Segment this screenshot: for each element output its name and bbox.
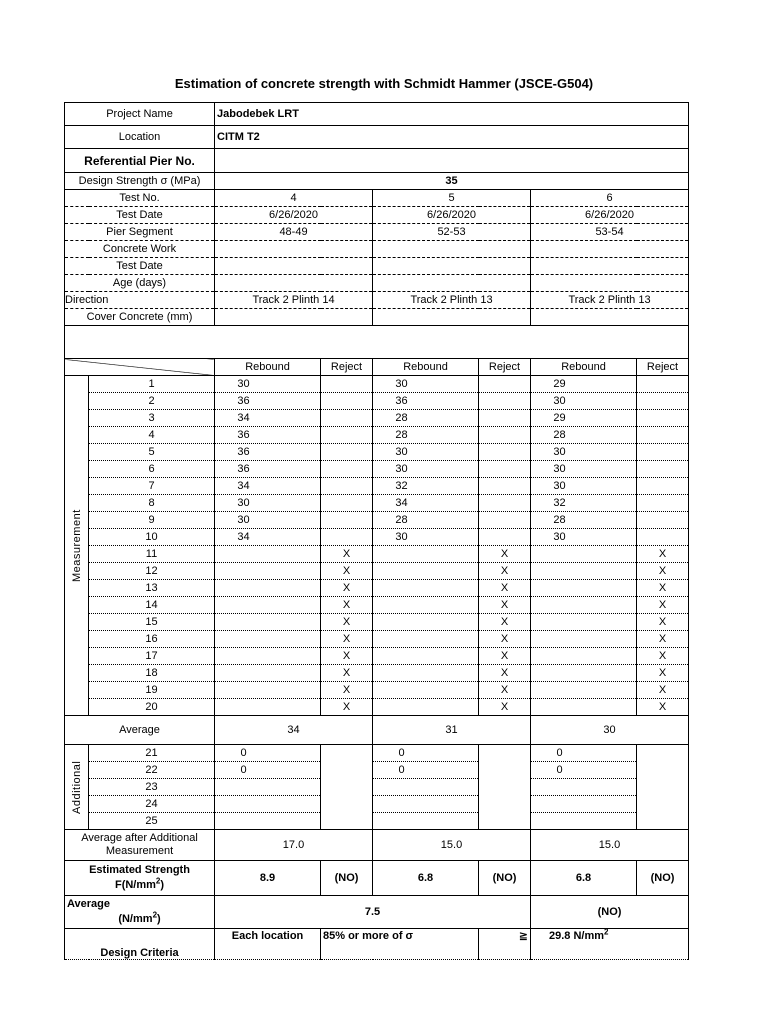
rebound-value: 30	[373, 376, 479, 393]
design-strength-label: Design Strength σ (MPa)	[65, 173, 215, 190]
rebound-header: Rebound	[531, 359, 637, 376]
rebound-value: 30	[531, 461, 637, 478]
rebound-value	[373, 648, 479, 665]
reject-mark: X	[479, 614, 531, 631]
additional-value: 0	[215, 762, 321, 779]
rebound-value: 30	[373, 444, 479, 461]
rebound-value	[531, 546, 637, 563]
measurement-number: 6	[89, 461, 215, 478]
avg-after-additional-value: 15.0	[373, 830, 531, 861]
reject-mark: X	[479, 648, 531, 665]
rebound-value: 32	[531, 495, 637, 512]
cover-cell	[373, 309, 531, 326]
measurement-number: 17	[89, 648, 215, 665]
reject-mark	[321, 461, 373, 478]
overall-average-title: Average	[67, 898, 111, 910]
reject-mark	[321, 410, 373, 427]
additional-value	[373, 813, 479, 830]
overall-average-label	[65, 896, 215, 929]
concrete-work-cell	[531, 241, 689, 258]
additional-reject-cell	[321, 745, 373, 830]
test-date-label: Test Date	[65, 207, 215, 224]
criteria-percent: 85% or more of σ	[321, 929, 479, 960]
additional-number: 21	[89, 745, 215, 762]
direction-label: Direction	[65, 292, 215, 309]
pier-segment-label: Pier Segment	[65, 224, 215, 241]
estimated-strength-value: 8.9	[215, 861, 321, 896]
unit-close: )	[160, 879, 165, 891]
rebound-value	[215, 546, 321, 563]
measurement-number: 9	[89, 512, 215, 529]
age-cell	[531, 275, 689, 292]
estimated-strength-value: 6.8	[531, 861, 637, 896]
rebound-value: 34	[373, 495, 479, 512]
additional-number: 22	[89, 762, 215, 779]
rebound-value: 28	[373, 512, 479, 529]
test-date-value: 6/26/2020	[531, 207, 689, 224]
measurement-number: 14	[89, 597, 215, 614]
reject-mark	[321, 393, 373, 410]
test-no-label: Test No.	[65, 190, 215, 207]
project-name-label: Project Name	[65, 103, 215, 126]
reject-mark	[479, 495, 531, 512]
measurement-number: 20	[89, 699, 215, 716]
reject-mark: X	[479, 682, 531, 699]
diagonal-header-cell	[65, 359, 215, 376]
reject-mark	[479, 410, 531, 427]
rebound-value	[215, 665, 321, 682]
rebound-value	[531, 665, 637, 682]
location-label: Location	[65, 126, 215, 149]
each-location-label: Each location	[215, 929, 321, 960]
reject-mark	[479, 512, 531, 529]
avg-after-additional-value: 17.0	[215, 830, 373, 861]
age-cell	[373, 275, 531, 292]
additional-value	[215, 813, 321, 830]
reject-mark: X	[321, 580, 373, 597]
unit-superscript: 2	[155, 876, 161, 886]
rebound-value: 30	[531, 529, 637, 546]
measurement-number: 10	[89, 529, 215, 546]
reject-mark	[637, 393, 689, 410]
reject-mark	[321, 478, 373, 495]
additional-group-label: Additional	[65, 745, 89, 830]
estimated-strength-unit	[67, 878, 212, 893]
rebound-value: 30	[215, 495, 321, 512]
test-date2-cell	[373, 258, 531, 275]
direction-value: Track 2 Plinth 14	[215, 292, 373, 309]
average-value: 34	[215, 716, 373, 745]
reject-mark	[479, 444, 531, 461]
rebound-value: 28	[531, 427, 637, 444]
rebound-value: 30	[215, 512, 321, 529]
measurement-number: 7	[89, 478, 215, 495]
rebound-value	[215, 631, 321, 648]
rebound-value	[373, 546, 479, 563]
reject-mark	[637, 512, 689, 529]
rebound-value: 30	[531, 393, 637, 410]
rebound-value	[531, 682, 637, 699]
reject-mark: X	[479, 563, 531, 580]
measurement-number: 1	[89, 376, 215, 393]
reject-mark	[321, 427, 373, 444]
rebound-value: 30	[215, 376, 321, 393]
concrete-work-cell	[215, 241, 373, 258]
reject-mark: X	[479, 580, 531, 597]
reject-mark	[637, 495, 689, 512]
reject-mark	[479, 529, 531, 546]
rebound-value: 30	[373, 461, 479, 478]
measurement-number: 15	[89, 614, 215, 631]
reject-mark	[321, 495, 373, 512]
rebound-value	[373, 597, 479, 614]
reject-mark	[479, 478, 531, 495]
rebound-value	[215, 648, 321, 665]
reject-mark: X	[637, 682, 689, 699]
additional-number: 23	[89, 779, 215, 796]
design-strength-value: 35	[215, 173, 689, 190]
location-value: CITM T2	[215, 126, 689, 149]
pier-segment-value: 53-54	[531, 224, 689, 241]
rebound-value	[373, 563, 479, 580]
additional-value: 0	[531, 762, 637, 779]
reject-mark: X	[479, 631, 531, 648]
reject-mark: X	[321, 699, 373, 716]
rebound-value	[373, 631, 479, 648]
measurement-number: 4	[89, 427, 215, 444]
rebound-header: Rebound	[373, 359, 479, 376]
rebound-value: 29	[531, 376, 637, 393]
criteria-value-text: 29.8 N/mm	[549, 930, 605, 942]
reject-mark: X	[479, 546, 531, 563]
reject-mark: X	[637, 614, 689, 631]
measurement-number: 11	[89, 546, 215, 563]
test-date-value: 6/26/2020	[215, 207, 373, 224]
overall-verdict: (NO)	[531, 896, 689, 929]
reject-mark	[637, 478, 689, 495]
rebound-value: 28	[531, 512, 637, 529]
additional-number: 25	[89, 813, 215, 830]
rebound-value: 28	[373, 410, 479, 427]
additional-value	[215, 796, 321, 813]
estimated-strength-label	[65, 861, 215, 896]
rebound-value: 30	[531, 478, 637, 495]
reject-mark: X	[637, 699, 689, 716]
rebound-value: 32	[373, 478, 479, 495]
reject-mark	[479, 427, 531, 444]
reject-mark	[479, 393, 531, 410]
reject-mark: X	[479, 597, 531, 614]
reject-mark: X	[637, 631, 689, 648]
reject-header: Reject	[321, 359, 373, 376]
reject-mark: X	[637, 597, 689, 614]
additional-value	[531, 796, 637, 813]
unit-superscript: 2	[152, 910, 158, 920]
cover-cell	[531, 309, 689, 326]
reject-header: Reject	[637, 359, 689, 376]
estimated-strength-title: Estimated Strength	[89, 864, 190, 876]
reject-mark	[637, 427, 689, 444]
rebound-value	[215, 682, 321, 699]
concrete-work-label: Concrete Work	[65, 241, 215, 258]
reject-mark: X	[321, 563, 373, 580]
additional-value: 0	[215, 745, 321, 762]
reject-mark: X	[637, 563, 689, 580]
rebound-value: 36	[215, 393, 321, 410]
strength-table	[64, 102, 689, 960]
rebound-value	[215, 699, 321, 716]
rebound-value	[215, 614, 321, 631]
rebound-value	[531, 597, 637, 614]
age-cell	[215, 275, 373, 292]
reject-mark: X	[637, 580, 689, 597]
reject-mark	[321, 529, 373, 546]
rebound-header: Rebound	[215, 359, 321, 376]
additional-value	[373, 779, 479, 796]
additional-value	[215, 779, 321, 796]
measurement-number: 16	[89, 631, 215, 648]
unit-text: F(N/mm	[114, 879, 156, 891]
reject-mark: X	[637, 546, 689, 563]
reject-mark: X	[321, 597, 373, 614]
rebound-value	[373, 682, 479, 699]
additional-number: 24	[89, 796, 215, 813]
spacer-row	[65, 326, 689, 359]
test-date2-label: Test Date	[65, 258, 215, 275]
estimated-strength-verdict: (NO)	[479, 861, 531, 896]
rebound-value	[215, 563, 321, 580]
average-label: Average	[65, 716, 215, 745]
rebound-value	[531, 563, 637, 580]
age-label: Age (days)	[65, 275, 215, 292]
additional-value	[531, 813, 637, 830]
rebound-value	[373, 580, 479, 597]
rebound-value: 28	[373, 427, 479, 444]
rebound-value	[531, 580, 637, 597]
reject-mark	[479, 376, 531, 393]
pier-segment-value: 52-53	[373, 224, 531, 241]
unit-close: )	[157, 913, 161, 925]
measurement-number: 19	[89, 682, 215, 699]
direction-value: Track 2 Plinth 13	[373, 292, 531, 309]
additional-value: 0	[531, 745, 637, 762]
rebound-value	[215, 597, 321, 614]
additional-reject-cell	[479, 745, 531, 830]
cover-cell	[215, 309, 373, 326]
measurement-group-label: Measurement	[65, 376, 89, 716]
rebound-value	[373, 614, 479, 631]
rebound-value: 36	[215, 461, 321, 478]
rebound-value	[531, 648, 637, 665]
direction-value: Track 2 Plinth 13	[531, 292, 689, 309]
additional-reject-cell	[637, 745, 689, 830]
overall-average-unit	[67, 912, 212, 927]
reject-mark: X	[637, 648, 689, 665]
test-date2-cell	[215, 258, 373, 275]
reject-header: Reject	[479, 359, 531, 376]
reject-mark: X	[321, 665, 373, 682]
rebound-value	[531, 614, 637, 631]
rebound-value: 30	[531, 444, 637, 461]
concrete-work-cell	[373, 241, 531, 258]
criteria-value	[531, 929, 689, 960]
pier-segment-value: 48-49	[215, 224, 373, 241]
measurement-number: 8	[89, 495, 215, 512]
sheet-title: Estimation of concrete strength with Schmidt Hammer (JSCE-G504)	[174, 76, 594, 91]
additional-value	[531, 779, 637, 796]
rebound-value: 30	[373, 529, 479, 546]
rebound-value	[215, 580, 321, 597]
gte-symbol: ≧	[479, 929, 531, 960]
design-criteria-label: Design Criteria	[65, 929, 215, 960]
project-name-value: Jabodebek LRT	[215, 103, 689, 126]
test-date2-cell	[531, 258, 689, 275]
estimated-strength-value: 6.8	[373, 861, 479, 896]
unit-superscript: 2	[604, 927, 609, 937]
avg-after-additional-label: Average after Additional Measurement	[65, 830, 215, 861]
measurement-number: 3	[89, 410, 215, 427]
reject-mark	[321, 376, 373, 393]
average-value: 31	[373, 716, 531, 745]
test-date-value: 6/26/2020	[373, 207, 531, 224]
measurement-number: 12	[89, 563, 215, 580]
rebound-value	[373, 665, 479, 682]
strength-sheet	[64, 102, 688, 959]
average-value: 30	[531, 716, 689, 745]
rebound-value: 34	[215, 478, 321, 495]
additional-value: 0	[373, 762, 479, 779]
rebound-value	[531, 699, 637, 716]
rebound-value: 36	[373, 393, 479, 410]
rebound-value: 34	[215, 529, 321, 546]
overall-average-value: 7.5	[215, 896, 531, 929]
reject-mark	[637, 529, 689, 546]
rebound-value: 29	[531, 410, 637, 427]
reject-mark	[637, 444, 689, 461]
measurement-number: 5	[89, 444, 215, 461]
reject-mark: X	[637, 665, 689, 682]
additional-value: 0	[373, 745, 479, 762]
test-no-value: 6	[531, 190, 689, 207]
reject-mark	[637, 410, 689, 427]
test-no-value: 4	[215, 190, 373, 207]
estimated-strength-verdict: (NO)	[637, 861, 689, 896]
ref-pier-label: Referential Pier No.	[65, 149, 215, 173]
rebound-value: 36	[215, 444, 321, 461]
additional-value	[373, 796, 479, 813]
rebound-value: 34	[215, 410, 321, 427]
estimated-strength-verdict: (NO)	[321, 861, 373, 896]
cover-label: Cover Concrete (mm)	[65, 309, 215, 326]
rebound-value	[531, 631, 637, 648]
reject-mark	[479, 461, 531, 478]
avg-after-additional-value: 15.0	[531, 830, 689, 861]
reject-mark: X	[321, 546, 373, 563]
reject-mark: X	[321, 682, 373, 699]
rebound-value	[373, 699, 479, 716]
reject-mark: X	[321, 614, 373, 631]
reject-mark: X	[321, 631, 373, 648]
test-no-value: 5	[373, 190, 531, 207]
reject-mark	[321, 444, 373, 461]
rebound-value: 36	[215, 427, 321, 444]
reject-mark: X	[479, 665, 531, 682]
ref-pier-value	[215, 149, 689, 173]
measurement-number: 13	[89, 580, 215, 597]
measurement-number: 2	[89, 393, 215, 410]
reject-mark: X	[479, 699, 531, 716]
reject-mark	[321, 512, 373, 529]
unit-text: (N/mm	[118, 913, 153, 925]
reject-mark	[637, 376, 689, 393]
measurement-number: 18	[89, 665, 215, 682]
reject-mark	[637, 461, 689, 478]
reject-mark: X	[321, 648, 373, 665]
